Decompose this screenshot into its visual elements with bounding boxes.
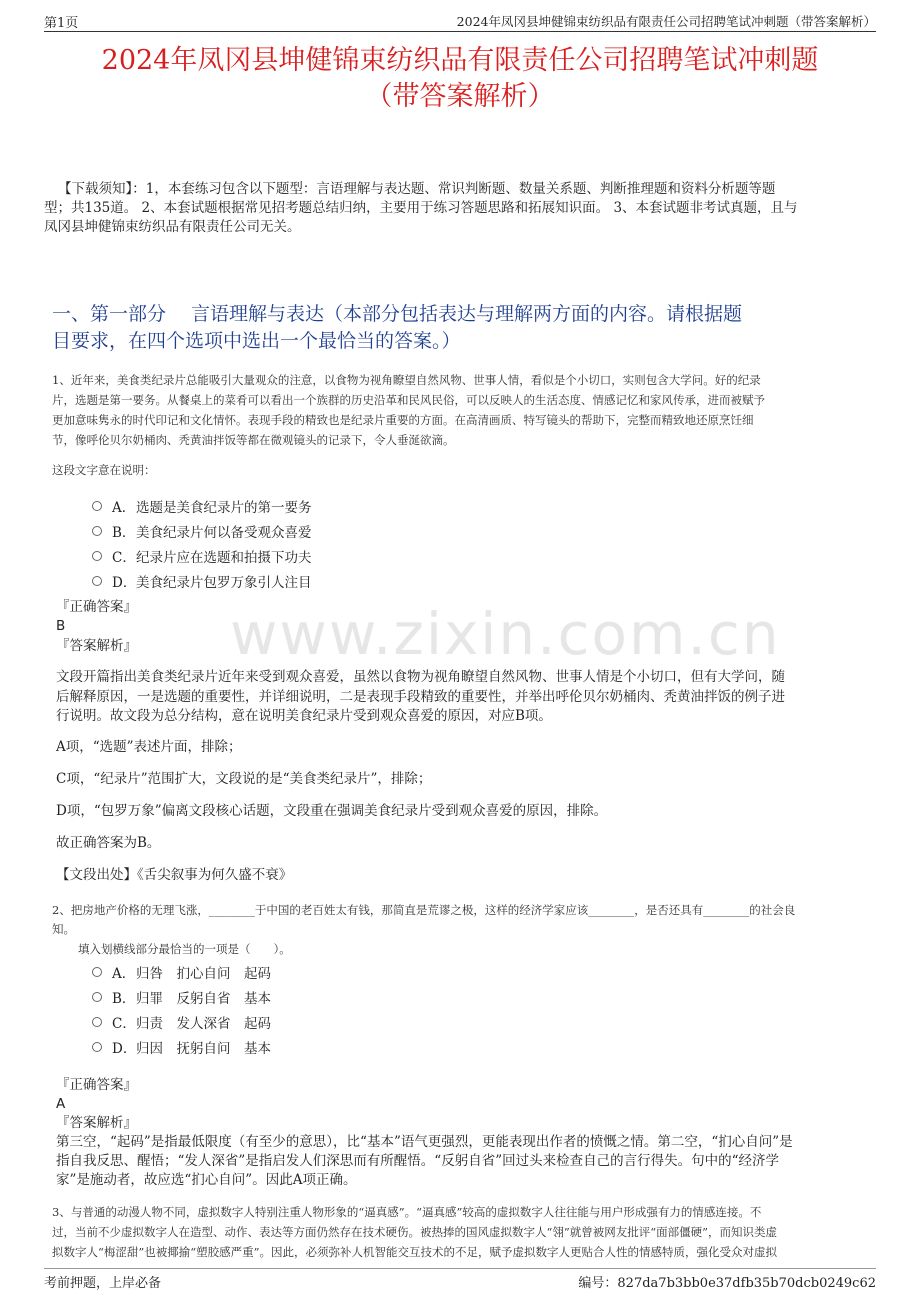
option-key: B． — [112, 991, 136, 1007]
option-d[interactable] — [92, 1037, 271, 1057]
question-stem-line: 拟数字人“梅涩甜”也被揶揄“塑胶感严重”。因此，必须弥补人机智能交互技术的不足，赋予虚拟数字人更贴合人性的情感特质，强化受众对虚拟 — [52, 1245, 778, 1259]
footer-slogan: 考前押题，上岸必备 — [44, 1276, 162, 1291]
analysis-option-c: C项，“纪录片”范围扩大，文段说的是“美食类纪录片”，排除； — [56, 771, 432, 787]
radio-icon[interactable] — [92, 1042, 102, 1052]
watermark: www.zixin.com.cn — [230, 600, 781, 668]
radio-icon[interactable] — [92, 501, 102, 511]
option-b[interactable] — [92, 987, 271, 1007]
option-b[interactable] — [92, 521, 312, 541]
option-key: C． — [112, 1016, 136, 1032]
question-stem-line: 3、与普通的动漫人物不同，虚拟数字人特别注重人物形象的“逼真感”。“逼真感”较高的虚拟数字人往往能与用户形成强有力的情感连接。不 — [52, 1205, 762, 1219]
analysis-line: 家”是施动者，故应选“扪心自问”。因此A项正确。 — [56, 1172, 357, 1188]
running-header-title: 2024年凤冈县坤健锦束纺织品有限责任公司招聘笔试冲刺题（带答案解析） — [456, 14, 876, 29]
source-label: 【文段出处】 — [56, 867, 137, 883]
answer-label: 『正确答案』 — [56, 599, 137, 615]
option-text: 归责 发人深省 起码 — [136, 1016, 271, 1032]
question-stem-line: 节，像呼伦贝尔奶桶肉、秃黄油拌饭等都在微观镜头的记录下，令人垂涎欲滴。 — [52, 433, 455, 447]
answer-label: 『正确答案』 — [56, 1077, 137, 1093]
footer-divider — [44, 1268, 876, 1269]
footer-doc-id: 编号：827da7b3bb0e37dfb35b70dcb0249c62 — [578, 1276, 876, 1291]
notice-line: 型；共135道。 2、本套试题根据常见招考题总结归纳，主要用于练习答题思路和拓展知识面。 3、本套试题非考试真题，且与 — [44, 200, 798, 216]
analysis-label: 『答案解析』 — [56, 638, 137, 654]
option-text: 归因 抚躬自问 基本 — [136, 1041, 271, 1057]
option-d[interactable] — [92, 571, 312, 591]
question-prompt: 填入划横线部分最恰当的一项是（ ）。 — [78, 942, 291, 956]
question-prompt: 这段文字意在说明： — [52, 463, 156, 477]
question-stem-line: 1、近年来，美食类纪录片总能吸引大量观众的注意，以食物为视角瞭望自然风物、世事人情，看似是个小切口，实则包含大学问。好的纪录 — [52, 373, 761, 387]
analysis-option-a: A项，“选题”表述片面，排除； — [56, 739, 242, 755]
doc-title-line1: 2024年凤冈县坤健锦束纺织品有限责任公司招聘笔试冲刺题 — [101, 45, 819, 76]
analysis-line: 指自我反思、醒悟；“发人深省”是指启发人们深思而有所醒悟。“反躬自省”回过头来检查自己的言行得失。句中的“经济学 — [56, 1153, 780, 1169]
radio-icon[interactable] — [92, 992, 102, 1002]
header-divider — [44, 31, 876, 32]
option-c[interactable] — [92, 1012, 271, 1032]
question-stem-line: 知。 — [52, 922, 75, 936]
analysis-line: 行说明。故文段为总分结构，意在说明美食纪录片受到观众喜爱的原因，对应B项。 — [56, 708, 552, 724]
source-title: 《舌尖叙事为何久盛不衰》 — [137, 867, 293, 883]
option-key: C． — [112, 550, 136, 566]
radio-icon[interactable] — [92, 526, 102, 536]
question-stem-line: 更加意味隽永的时代印记和文化情怀。表现手段的精致也是纪录片重要的方面。在高清画质、特写镜头的帮助下，完整而精致地还原烹饪细 — [52, 413, 754, 427]
radio-icon[interactable] — [92, 551, 102, 561]
option-text: 纪录片应在选题和拍摄下功夫 — [136, 550, 312, 566]
option-text: 美食纪录片何以备受观众喜爱 — [136, 525, 312, 541]
answer-value: B — [56, 618, 66, 634]
question-stem-line: 2、把房地产价格的无理飞涨，________于中国的老百姓太有钱，那简直是荒谬之极，这样的经济学家应该________，是否还具有________的社会良 — [52, 903, 796, 917]
analysis-line: 文段开篇指出美食类纪录片近年来受到观众喜爱，虽然以食物为视角瞭望自然风物、世事人情是个小切口，但有大学问，随 — [56, 669, 785, 685]
option-a[interactable] — [92, 962, 271, 982]
analysis-option-d: D项，“包罗万象”偏离文段核心话题，文段重在强调美食纪录片受到观众喜爱的原因，排除。 — [56, 803, 608, 819]
option-text: 美食纪录片包罗万象引人注目 — [136, 575, 312, 591]
question-stem-line: 过，当前不少虚拟数字人在造型、动作、表达等方面仍然存在技术硬伤。被热捧的国风虚拟数字人“翎”就曾被网友批评“面部僵硬”，而知识类虚 — [52, 1225, 778, 1239]
question-stem-line: 片，选题是第一要务。从餐桌上的菜肴可以看出一个族群的历史沿革和民风民俗，可以反映人的生活态度、情感记忆和家风传承，进而被赋予 — [52, 393, 765, 407]
doc-title-line2: （带答案解析） — [365, 81, 555, 112]
option-key: A． — [112, 966, 136, 982]
source-line — [56, 866, 292, 885]
radio-icon[interactable] — [92, 1017, 102, 1027]
answer-value: A — [56, 1096, 66, 1112]
option-c[interactable] — [92, 546, 312, 566]
radio-icon[interactable] — [92, 967, 102, 977]
analysis-conclusion: 故正确答案为B。 — [56, 835, 161, 851]
option-text: 归咎 扪心自问 起码 — [136, 966, 271, 982]
option-text: 归罪 反躬自省 基本 — [136, 991, 271, 1007]
page-number: 第1页 — [44, 16, 79, 31]
notice-line: 【下载须知】：1，本套练习包含以下题型：言语理解与表达题、常识判断题、数量关系题、判断推理题和资料分析题等题 — [58, 181, 776, 197]
option-text: 选题是美食纪录片的第一要务 — [136, 500, 312, 516]
analysis-line: 第三空，“起码”是指最低限度（有至少的意思），比“基本”语气更强烈，更能表现出作者的愤慨之情。第二空，“扪心自问”是 — [56, 1134, 793, 1150]
section-heading-line1: 一、第一部分 言语理解与表达（本部分包括表达与理解两方面的内容。请根据题 — [52, 303, 743, 325]
analysis-line: 后解释原因，一是选题的重要性，并详细说明，二是表现手段精致的重要性，并举出呼伦贝尔奶桶肉、秃黄油拌饭的例子进 — [56, 689, 785, 705]
radio-icon[interactable] — [92, 576, 102, 586]
option-a[interactable] — [92, 496, 312, 516]
section-heading-line2: 目要求，在四个选项中选出一个最恰当的答案。） — [52, 330, 461, 352]
option-key: A． — [112, 500, 136, 516]
notice-line: 凤冈县坤健锦束纺织品有限责任公司无关。 — [44, 219, 301, 235]
option-key: D． — [112, 1041, 137, 1057]
option-key: D． — [112, 575, 137, 591]
analysis-label: 『答案解析』 — [56, 1115, 137, 1131]
option-key: B． — [112, 525, 136, 541]
